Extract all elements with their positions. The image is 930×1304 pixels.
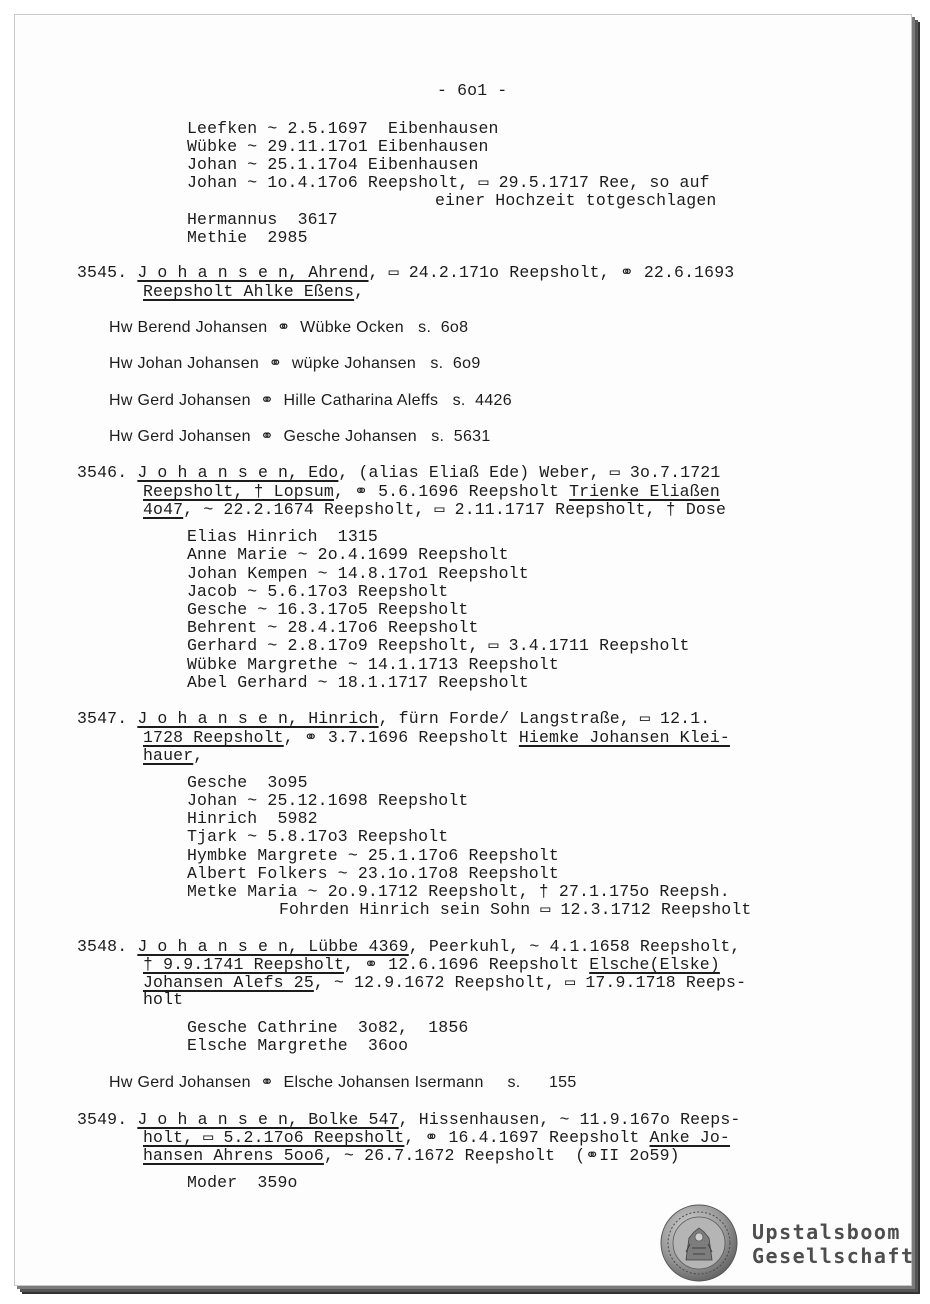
child-line: Albert Folkers ~ 23.1o.17o8 Reepsholt xyxy=(187,864,559,883)
entry-3549-line-1 xyxy=(77,1111,740,1129)
child-line: Elias Hinrich 1315 xyxy=(187,527,378,546)
hw-ref: 5631 xyxy=(453,428,491,445)
marriage-symbol: ⚭ xyxy=(276,319,291,336)
marriage-symbol: ⚭ xyxy=(260,1074,274,1091)
entry-name: J o h a n s e n, Lübbe 4369 xyxy=(137,937,409,956)
entry-text: , ⚭ 16.4.1697 Reepsholt xyxy=(404,1128,650,1147)
hw-see: s. xyxy=(452,392,466,409)
hw-line xyxy=(109,319,468,337)
entry-number: 3548. xyxy=(77,937,128,956)
seal-icon xyxy=(660,1204,738,1282)
page-number: - 6o1 - xyxy=(437,81,508,100)
child-line: Abel Gerhard ~ 18.1.1717 Reepsholt xyxy=(187,673,529,692)
spouse-name: Reepsholt Ahlke Eßens xyxy=(143,282,355,301)
hw-ref: 4426 xyxy=(475,392,512,409)
hw-husband: Johan Johansen xyxy=(137,355,260,372)
child-line: Tjark ~ 5.8.17o3 Reepsholt xyxy=(187,827,449,846)
marriage-symbol: ⚭ xyxy=(268,355,283,372)
child-line: Johan ~ 25.12.1698 Reepsholt xyxy=(187,791,469,810)
entry-line: Methie 2985 xyxy=(187,228,308,247)
hw-wife: Wübke Ocken xyxy=(300,319,404,336)
hw-prefix: Hw xyxy=(109,355,133,372)
entry-name: J o h a n s e n, Edo xyxy=(137,463,339,482)
entry-3548-line-2 xyxy=(143,956,720,974)
entry-3549-line-3 xyxy=(143,1147,680,1165)
entry-line: einer Hochzeit totgeschlagen xyxy=(435,191,717,210)
spouse-name: Johansen Alefs 25 xyxy=(143,973,314,992)
hw-see: s. xyxy=(431,428,445,445)
child-line: Elsche Margrethe 36oo xyxy=(187,1036,409,1055)
hw-prefix: Hw xyxy=(109,1074,133,1091)
hw-ref: 6o8 xyxy=(440,319,469,336)
entry-line: Johan ~ 1o.4.17o6 Reepsholt, ▭ 29.5.1717 Ree, so auf xyxy=(187,173,710,192)
entry-line: Hermannus 3617 xyxy=(187,210,338,229)
hw-prefix: Hw xyxy=(109,392,133,409)
entry-text: , xyxy=(354,282,365,301)
entry-3546-line-1 xyxy=(77,464,720,482)
child-line: Gesche ~ 16.3.17o5 Reepsholt xyxy=(187,600,469,619)
entry-text: , ~ 12.9.1672 Reepsholt, ▭ 17.9.1718 Reeps- xyxy=(313,973,747,992)
spouse-name: Hiemke Johansen Klei- xyxy=(518,728,730,747)
entry-text: , fürn Forde/ Langstraße, ▭ 12.1. xyxy=(378,709,711,728)
hw-see: s. xyxy=(507,1074,521,1091)
entry-text: , Peerkuhl, ~ 4.1.1658 Reepsholt, xyxy=(408,937,741,956)
child-line: Fohrden Hinrich sein Sohn ▭ 12.3.1712 Reepsholt xyxy=(279,900,752,919)
hw-line xyxy=(109,428,491,446)
entry-name: J o h a n s e n, Bolke 547 xyxy=(137,1110,399,1129)
child-line: Hymbke Margrete ~ 25.1.17o6 Reepsholt xyxy=(187,846,559,865)
hw-see: s. xyxy=(418,319,432,336)
child-line: Behrent ~ 28.4.17o6 Reepsholt xyxy=(187,618,479,637)
entry-3546-line-3 xyxy=(143,501,726,519)
entry-3548-line-4: holt xyxy=(143,990,184,1009)
entry-text: , (alias Eliaß Ede) Weber, ▭ 3o.7.1721 xyxy=(338,463,721,482)
child-line: Gerhard ~ 2.8.17o9 Reepsholt, ▭ 3.4.1711 Reepsholt xyxy=(187,636,690,655)
entry-line: Wübke ~ 29.11.17o1 Eibenhausen xyxy=(187,137,489,156)
spouse-name: Anke Jo- xyxy=(649,1128,730,1147)
entry-text: , ⚭ 12.6.1696 Reepsholt xyxy=(344,955,590,974)
entry-text: , ~ 26.7.1672 Reepsholt (⚭II 2o59) xyxy=(323,1146,680,1165)
child-line: Johan Kempen ~ 14.8.17o1 Reepsholt xyxy=(187,564,529,583)
entry-text: 1728 Reepsholt xyxy=(143,728,284,747)
child-line: Anne Marie ~ 2o.4.1699 Reepsholt xyxy=(187,545,509,564)
entry-number: 3546. xyxy=(77,463,128,482)
hw-prefix: Hw xyxy=(109,319,133,336)
hw-prefix: Hw xyxy=(109,428,133,445)
logo-text-line1: Upstalsboom xyxy=(752,1220,901,1244)
entry-3547-line-3 xyxy=(143,747,203,765)
entry-line: Leefken ~ 2.5.1697 Eibenhausen xyxy=(187,119,499,138)
entry-number: 3545. xyxy=(77,263,128,282)
child-line: Gesche Cathrine 3o82, 1856 xyxy=(187,1018,469,1037)
spouse-name: Trienke Eliaßen xyxy=(569,482,720,501)
entry-text: , ▭ 24.2.171o Reepsholt, ⚭ 22.6.1693 xyxy=(368,263,735,282)
spouse-name: hansen Ahrens 5oo6 xyxy=(143,1146,324,1165)
entry-3545-line-1 xyxy=(77,264,734,282)
entry-text: , ~ 22.2.1674 Reepsholt, ▭ 2.11.1717 Reepsholt, † Dose xyxy=(183,500,727,519)
hw-line xyxy=(109,1074,577,1092)
child-line: Hinrich 5982 xyxy=(187,809,318,828)
entry-3548-line-1 xyxy=(77,938,740,956)
entry-text: † 9.9.1741 Reepsholt xyxy=(143,955,345,974)
hw-line xyxy=(109,355,481,373)
spouse-name: Elsche(Elske) xyxy=(589,955,720,974)
hw-husband: Gerd Johansen xyxy=(137,1074,251,1091)
logo-text-line2: Gesellschaft xyxy=(752,1244,915,1268)
hw-husband: Gerd Johansen xyxy=(137,428,251,445)
entry-name: J o h a n s e n, Ahrend xyxy=(137,263,369,282)
hw-wife: Gesche Johansen xyxy=(283,428,417,445)
hw-line xyxy=(109,392,512,410)
entry-name: J o h a n s e n, Hinrich xyxy=(137,709,379,728)
spouse-name: hauer xyxy=(143,746,194,765)
hw-see: s. xyxy=(430,355,444,372)
entry-line: Johan ~ 25.1.17o4 Eibenhausen xyxy=(187,155,479,174)
child-line: Moder 359o xyxy=(187,1173,298,1192)
entry-number: 3549. xyxy=(77,1110,128,1129)
entry-text: , Hissenhausen, ~ 11.9.167o Reeps- xyxy=(398,1110,741,1129)
hw-ref: 6o9 xyxy=(452,355,481,372)
entry-number: 3547. xyxy=(77,709,128,728)
child-line: Metke Maria ~ 2o.9.1712 Reepsholt, † 27.1.175o Reepsh. xyxy=(187,882,730,901)
entry-3548-line-3 xyxy=(143,974,746,992)
entry-3549-line-2 xyxy=(143,1129,730,1147)
hw-husband: Berend Johansen xyxy=(137,319,268,336)
entry-text: , xyxy=(193,746,204,765)
entry-text: , ⚭ 5.6.1696 Reepsholt xyxy=(333,482,570,501)
entry-3547-line-2 xyxy=(143,729,730,747)
hw-wife: wüpke Johansen xyxy=(291,355,417,372)
entry-3546-line-2 xyxy=(143,483,720,501)
entry-text: holt, ▭ 5.2.17o6 Reepsholt xyxy=(143,1128,405,1147)
spouse-ref: 4o47 xyxy=(143,500,184,519)
entry-text: Reepsholt, † Lopsum xyxy=(143,482,334,501)
entry-text: , ⚭ 3.7.1696 Reepsholt xyxy=(283,728,519,747)
child-line: Gesche 3o95 xyxy=(187,773,308,792)
marriage-symbol: ⚭ xyxy=(260,428,274,445)
entry-3547-line-1 xyxy=(77,710,710,728)
hw-wife: Elsche Johansen Isermann xyxy=(283,1074,484,1091)
marriage-symbol: ⚭ xyxy=(260,392,274,409)
child-line: Wübke Margrethe ~ 14.1.1713 Reepsholt xyxy=(187,655,559,674)
child-line: Jacob ~ 5.6.17o3 Reepsholt xyxy=(187,582,449,601)
hw-ref: 155 xyxy=(548,1074,577,1091)
hw-husband: Gerd Johansen xyxy=(137,392,251,409)
hw-wife: Hille Catharina Aleffs xyxy=(283,392,439,409)
entry-3545-line-2 xyxy=(143,283,364,301)
